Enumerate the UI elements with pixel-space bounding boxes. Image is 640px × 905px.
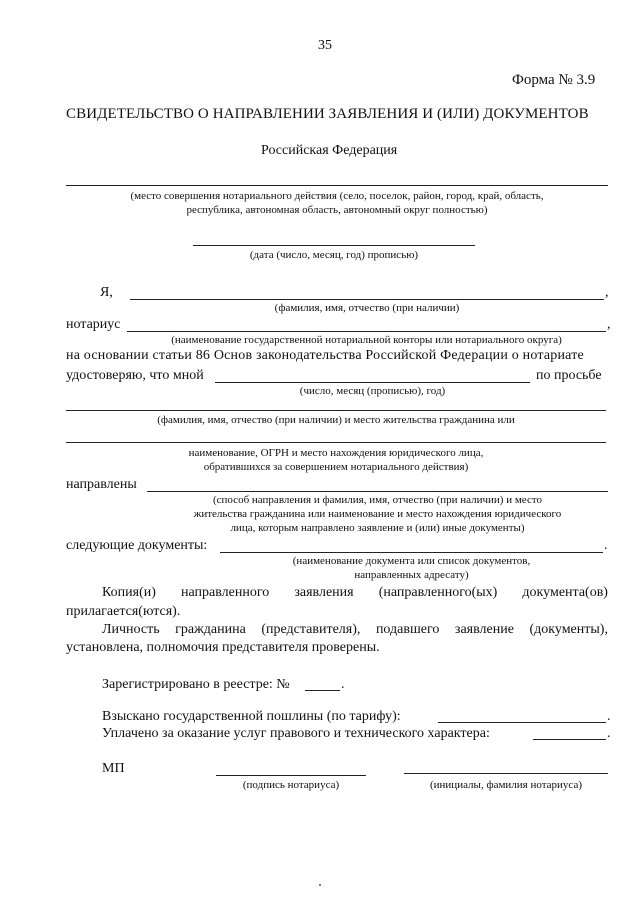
fee-line[interactable] [438,722,606,723]
sent-hint-2: жительства гражданина или наименование и место нахождения юридического [193,508,562,520]
identity-word: (представителя), [261,622,361,637]
place-hint-1: (место совершения нотариального действия (село, поселок, район, город, край, область, [130,190,544,202]
date-hint: (дата (число, месяц, год) прописью) [249,249,419,261]
citizen-line[interactable] [66,410,606,411]
paid-period: . [607,726,611,741]
identity-word: Личность [102,622,160,637]
sent-hint-1: (способ направления и фамилия, имя, отчество (при наличии) и место [212,494,543,506]
copy-paragraph-line2: прилагается(ются). [66,604,181,619]
ya-label: Я, [100,285,113,300]
docs-label: следующие документы: [66,538,208,553]
identity-word: заявление [454,622,514,637]
identity-word: подавшего [375,622,440,637]
place-line[interactable] [66,185,608,186]
document-title: СВИДЕТЕЛЬСТВО О НАПРАВЛЕНИИ ЗАЯВЛЕНИЯ И (ИЛИ) ДОКУМЕНТОВ [66,106,589,122]
copy-paragraph-line1 [102,585,608,601]
fio-comma: , [605,285,609,300]
copy-word: Копия(и) [102,585,156,600]
docs-line[interactable] [220,552,603,553]
fio-hint: (фамилия, имя, отчество (при наличии) [274,302,460,314]
docs-hint-2: направленных адресату) [354,569,469,581]
notary-label: нотариус [66,317,121,332]
identity-word: (документы), [529,622,608,637]
sent-line[interactable] [147,491,608,492]
notary-office-hint: (наименование государственной нотариальной конторы или нотариального округа) [171,334,562,346]
fee-text: Взыскано государственной пошлины (по тарифу): [102,709,401,724]
fee-period: . [607,709,611,724]
notary-comma: , [607,317,611,332]
registry-period: . [341,677,345,692]
paid-line[interactable] [533,739,606,740]
basis-text: на основании статьи 86 Основ законодательства Российской Федерации о нотариате [66,348,584,363]
legal-hint-1: наименование, ОГРН и место нахождения юридического лица, [188,447,484,459]
identity-paragraph-line2: установлена, полномочия представителя проверены. [66,640,380,655]
copy-word: документа(ов) [522,585,608,600]
initials-line[interactable] [404,773,608,774]
legal-line[interactable] [66,442,606,443]
copy-word: направленного [181,585,270,600]
legal-hint-2: обратившихся за совершением нотариального действия) [203,461,469,473]
copy-word: заявления [294,585,354,600]
date2-line[interactable] [215,382,530,383]
scan-speck [319,884,321,886]
signature-hint: (подпись нотариуса) [242,779,340,791]
notary-office-line[interactable] [127,331,606,332]
page-number: 35 [318,38,332,53]
date2-hint: (число, месяц (прописью), год) [299,385,446,397]
mp-label: МП [102,761,125,776]
citizen-hint: (фамилия, имя, отчество (при наличии) и место жительства гражданина или [157,414,515,426]
date-line[interactable] [193,245,475,246]
form-number: Форма № 3.9 [512,72,596,88]
fio-line[interactable] [130,299,604,300]
initials-hint: (инициалы, фамилия нотариуса) [429,779,582,791]
copy-word: (направленного(ых) [378,585,498,600]
registry-number-line[interactable] [305,690,340,691]
sent-label: направлены [66,477,137,492]
paid-text: Уплачено за оказание услуг правового и технического характера: [102,726,490,741]
registry-text: Зарегистрировано в реестре: № [102,677,290,692]
docs-period: . [604,538,608,553]
request-text: по просьбе [536,368,602,383]
sent-hint-3: лица, которым направлено заявление и (или) иные документы) [230,522,525,534]
identity-paragraph-line1 [102,622,608,638]
docs-hint-1: (наименование документа или список документов, [292,555,531,567]
identity-word: гражданина [175,622,246,637]
place-hint-2: республика, автономная область, автономный округ полностью) [186,204,488,216]
certify-text: удостоверяю, что мной [66,368,204,383]
subtitle: Российская Федерация [261,143,398,158]
signature-line[interactable] [216,775,366,776]
